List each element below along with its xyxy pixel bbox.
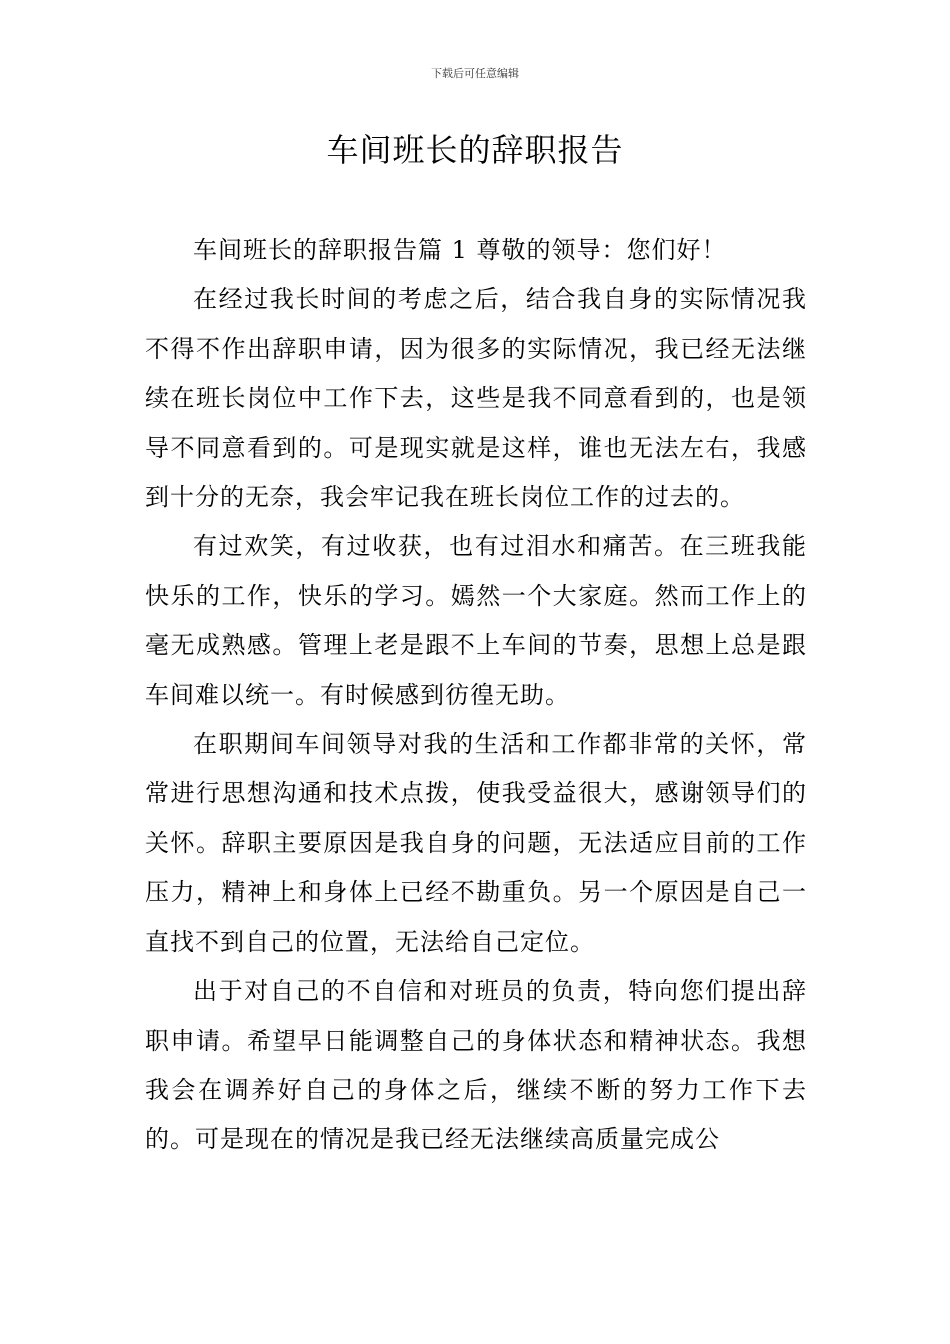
paragraph-1: 车间班长的辞职报告篇 1 尊敬的领导：您们好！ (193, 236, 727, 264)
paragraph-4: 在职期间车间领导对我的生活和工作都非常的关怀，常常进行思想沟通和技术点拨，使我受益很大，感谢领导们的关怀。辞职主要原因是我自身的问题，无法适应目前的工作压力，精神上和身体上已经不勘重负。另一个原因是自己一直找不到自己的位置，无法给自己定位。 (145, 730, 807, 956)
paragraph-5: 出于对自己的不自信和对班员的负责，特向您们提出辞职申请。希望早日能调整自己的身体状态和精神状态。我想我会在调养好自己的身体之后，继续不断的努力工作下去的。可是现在的情况是我已经无法继续高质量完成公 (145, 977, 807, 1154)
header-note: 下载后可任意编辑 (431, 67, 519, 80)
paragraph-3: 有过欢笑，有过收获，也有过泪水和痛苦。在三班我能快乐的工作，快乐的学习。嫣然一个大家庭。然而工作上的毫无成熟感。管理上老是跟不上车间的节奏，思想上总是跟车间难以统一。有时候感到彷徨无助。 (145, 532, 807, 709)
document-title: 车间班长的辞职报告 (326, 131, 624, 169)
paragraph-2: 在经过我长时间的考虑之后，结合我自身的实际情况我不得不作出辞职申请，因为很多的实际情况，我已经无法继续在班长岗位中工作下去，这些是我不同意看到的，也是领导不同意看到的。可是现实就是这样，谁也无法左右，我感到十分的无奈，我会牢记我在班长岗位工作的过去的。 (145, 285, 807, 512)
document-body (145, 226, 807, 1165)
